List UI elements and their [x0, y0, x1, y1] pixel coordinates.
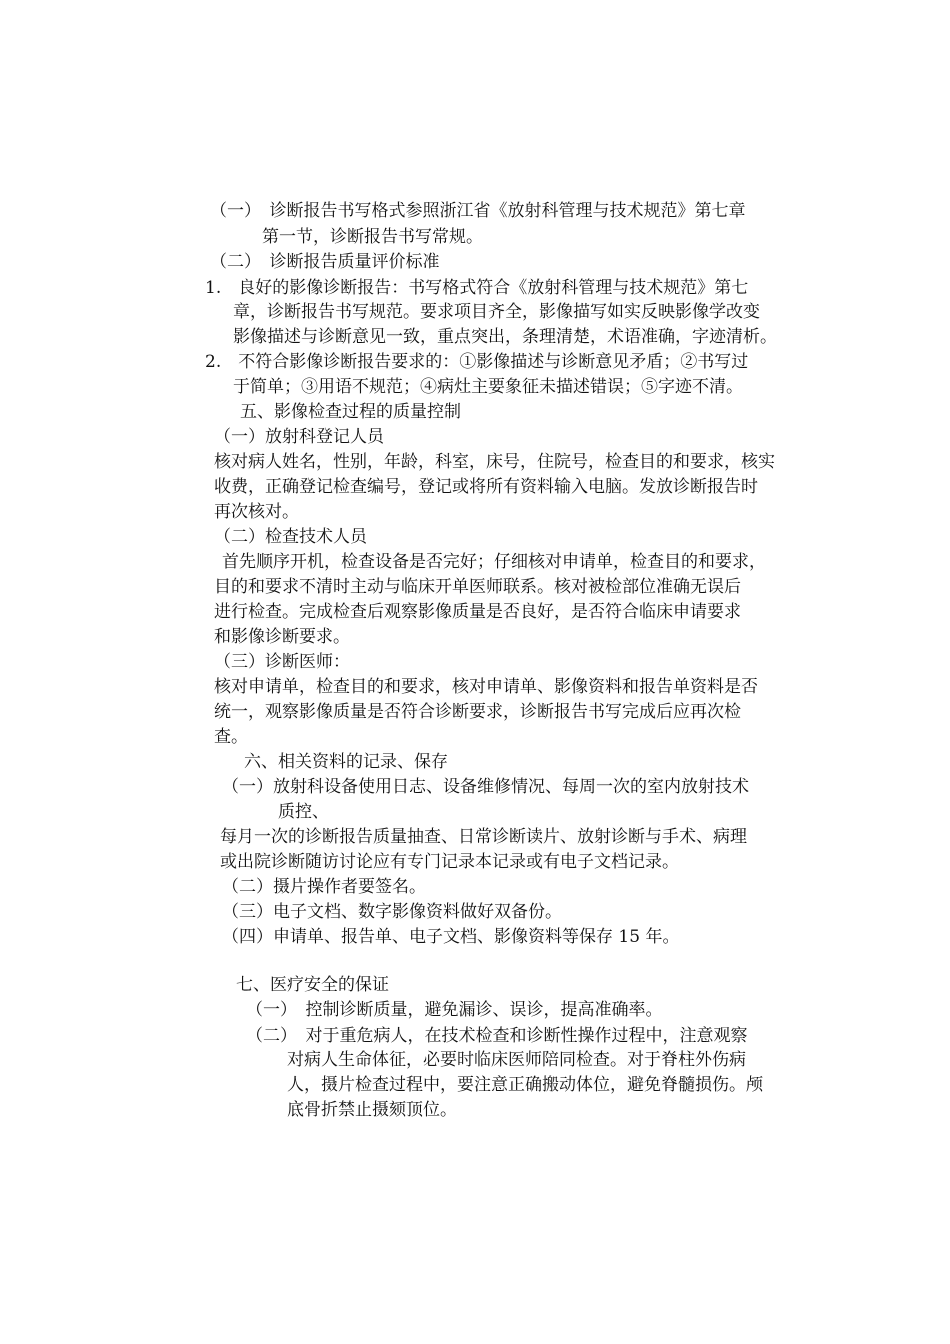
text-line: 第一节，诊断报告书写常规。 — [262, 227, 483, 247]
text-line: 每月一次的诊断报告质量抽查、日常诊断读片、放射诊断与手术、病理 — [220, 827, 747, 847]
text-line: 章，诊断报告书写规范。要求项目齐全，影像描写如实反映影像学改变 — [233, 302, 760, 322]
text-line: 收费，正确登记检查编号，登记或将所有资料输入电脑。发放诊断报告时 — [214, 477, 758, 497]
text-line: （一） 诊断报告书写格式参照浙江省《放射科管理与技术规范》第七章 — [210, 201, 746, 221]
text-line: （二） 诊断报告质量评价标准 — [210, 252, 440, 272]
text-line: （四）申请单、报告单、电子文档、影像资料等保存 15 年。 — [222, 927, 680, 947]
text-line: 或出院诊断随访讨论应有专门记录本记录或有电子文档记录。 — [220, 852, 679, 872]
text-line: 查。 — [214, 727, 248, 747]
text-line: 对病人生命体征，必要时临床医师陪同检查。对于脊柱外伤病 — [287, 1050, 746, 1070]
text-line: （一） 控制诊断质量，避免漏诊、误诊，提高准确率。 — [246, 1000, 663, 1020]
subsection-heading: （二）检查技术人员 — [214, 527, 367, 547]
section-heading: 五、影像检查过程的质量控制 — [240, 402, 461, 422]
subsection-heading: （三）诊断医师： — [214, 652, 350, 672]
text-line: 统一，观察影像质量是否符合诊断要求，诊断报告书写完成后应再次检 — [214, 702, 741, 722]
subsection-heading: （一）放射科登记人员 — [214, 427, 384, 447]
text-line: 核对申请单，检查目的和要求，核对申请单、影像资料和报告单资料是否 — [214, 677, 758, 697]
text-line: 再次核对。 — [214, 502, 299, 522]
text-line: （三）电子文档、数字影像资料做好双备份。 — [222, 902, 562, 922]
text-line: 进行检查。完成检查后观察影像质量是否良好，是否符合临床申请要求 — [214, 602, 741, 622]
text-line: 影像描述与诊断意见一致，重点突出，条理清楚，术语准确，字迹清析。 — [233, 327, 777, 347]
text-line: 于简单；③用语不规范；④病灶主要象征未描述错误；⑤字迹不清。 — [233, 377, 743, 397]
text-line: 1. 良好的影像诊断报告：书写格式符合《放射科管理与技术规范》第七 — [205, 278, 749, 298]
text-line: 核对病人姓名，性别，年龄，科室，床号，住院号，检查目的和要求，核实 — [214, 452, 775, 472]
section-heading: 七、医疗安全的保证 — [236, 975, 389, 995]
text-line: 底骨折禁止摄颏顶位。 — [287, 1100, 457, 1120]
section-heading: 六、相关资料的记录、保存 — [244, 752, 448, 772]
text-line: 首先顺序开机，检查设备是否完好；仔细核对申请单，检查目的和要求， — [222, 552, 766, 572]
text-line: 和影像诊断要求。 — [214, 627, 350, 647]
text-line: （二） 对于重危病人，在技术检查和诊断性操作过程中，注意观察 — [246, 1026, 748, 1046]
text-line: （二）摄片操作者要签名。 — [222, 877, 426, 897]
text-line: 人，摄片检查过程中，要注意正确搬动体位，避免脊髓损伤。颅 — [287, 1075, 763, 1095]
text-line: 2. 不符合影像诊断报告要求的：①影像描述与诊断意见矛盾；②书写过 — [205, 352, 749, 372]
text-line: 质控、 — [278, 802, 329, 822]
text-line: 目的和要求不清时主动与临床开单医师联系。核对被检部位准确无误后 — [214, 577, 741, 597]
text-line: （一）放射科设备使用日志、设备维修情况、每周一次的室内放射技术 — [222, 777, 749, 797]
